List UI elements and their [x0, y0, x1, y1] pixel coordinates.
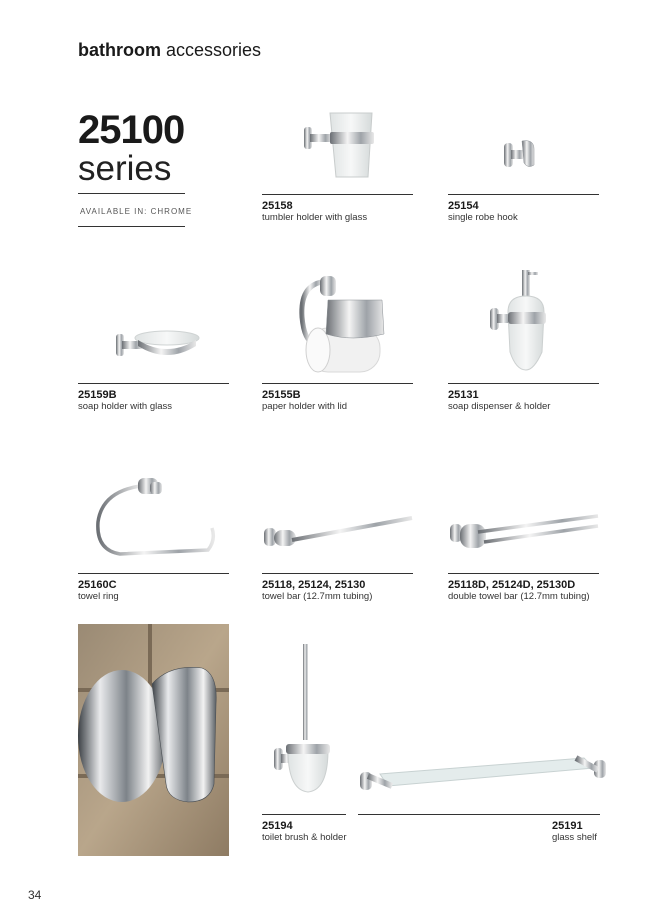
product-desc: glass shelf: [552, 832, 597, 843]
divider: [78, 573, 229, 574]
product-label: [78, 389, 172, 412]
product-desc: towel ring: [78, 591, 119, 602]
product-label: [552, 820, 597, 843]
toilet-brush-image: [270, 640, 350, 800]
product-label: [262, 200, 367, 223]
paper-holder-image: [292, 272, 392, 377]
availability-note: AVAILABLE IN: CHROME: [80, 207, 193, 216]
product-label: [448, 579, 590, 602]
divider: [448, 194, 599, 195]
product-code: 25160C: [78, 579, 117, 591]
product-code: 25154: [448, 200, 479, 212]
page-header: [78, 40, 261, 61]
product-label: [262, 579, 372, 602]
divider: [262, 814, 346, 815]
robe-hook-closeup-photo: [78, 624, 229, 856]
double-towel-bar-image: [448, 510, 600, 558]
product-desc: towel bar (12.7mm tubing): [262, 591, 373, 602]
divider: [78, 226, 185, 227]
product-label: [448, 389, 550, 412]
product-code: 25158: [262, 200, 293, 212]
product-desc: single robe hook: [448, 212, 518, 223]
tumbler-holder-image: [300, 105, 390, 185]
product-code: 25118, 25124, 25130: [262, 579, 366, 591]
page-number: 34: [28, 888, 42, 902]
product-desc: soap holder with glass: [78, 401, 172, 412]
divider: [448, 573, 599, 574]
product-desc: tumbler holder with glass: [262, 212, 368, 223]
divider: [78, 193, 185, 194]
soap-dispenser-image: [484, 266, 554, 376]
product-code: 25159B: [78, 389, 117, 401]
product-label: [448, 200, 518, 223]
product-code: 25131: [448, 389, 479, 401]
series-word: series: [78, 149, 172, 188]
divider: [262, 194, 413, 195]
header-rest: accessories: [166, 40, 262, 60]
product-code: 25191: [552, 820, 583, 832]
glass-shelf-image: [358, 744, 612, 800]
product-desc: paper holder with lid: [262, 401, 348, 412]
product-code: 25155B: [262, 389, 301, 401]
robe-hook-image: [500, 135, 550, 175]
product-label: [262, 820, 347, 843]
product-desc: soap dispenser & holder: [448, 401, 551, 412]
divider: [358, 814, 600, 815]
header-bold: bathroom: [78, 40, 161, 60]
divider: [262, 383, 413, 384]
divider: [448, 383, 599, 384]
product-label: [262, 389, 347, 412]
product-label: [78, 579, 119, 602]
divider: [262, 573, 413, 574]
divider: [78, 383, 229, 384]
towel-bar-image: [262, 512, 414, 552]
soap-holder-image: [112, 318, 202, 368]
product-desc: double towel bar (12.7mm tubing): [448, 591, 590, 602]
product-desc: toilet brush & holder: [262, 832, 347, 843]
series-number: 25100: [78, 108, 185, 152]
product-code: 25194: [262, 820, 293, 832]
towel-ring-image: [90, 470, 220, 565]
product-code: 25118D, 25124D, 25130D: [448, 579, 576, 591]
